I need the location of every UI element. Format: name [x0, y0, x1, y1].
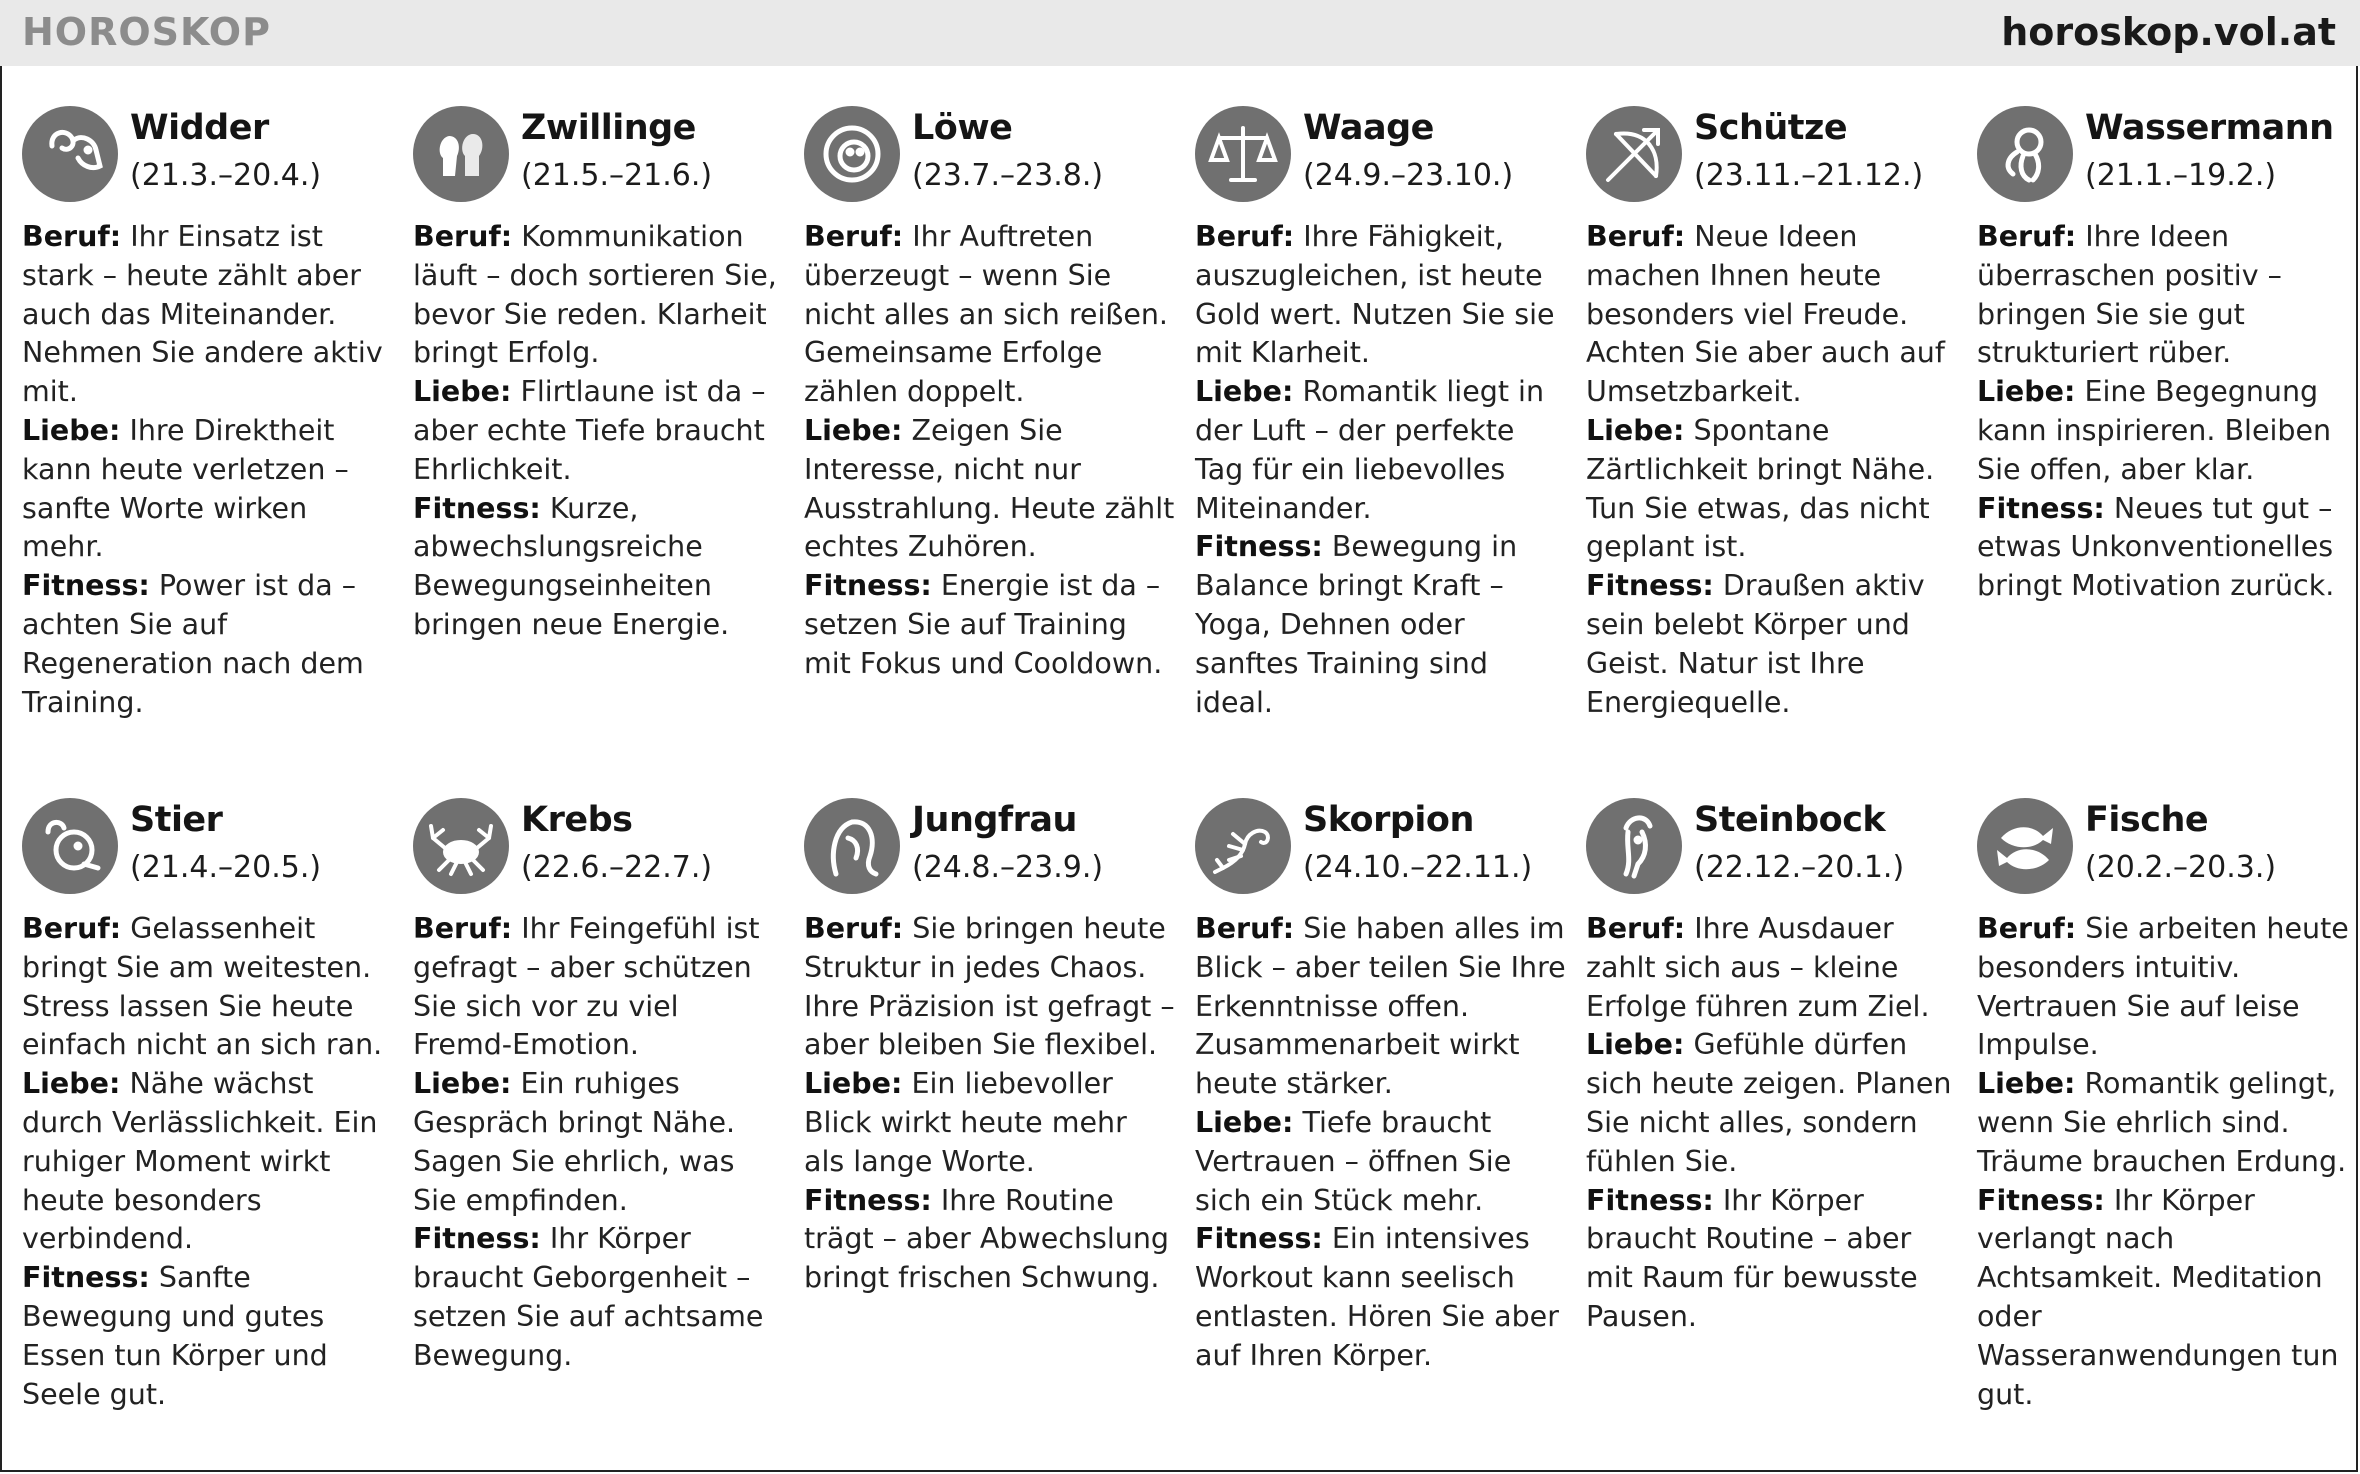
- sign-dates: (21.1.–19.2.): [2085, 158, 2277, 193]
- fitness-text: Power ist da – achten Sie auf Regeneration nach dem Training.: [22, 569, 364, 719]
- fitness-text: Sanfte Bewegung und gutes Essen tun Körper und Seele gut.: [22, 1261, 328, 1411]
- beruf-label: Beruf:: [1977, 912, 2077, 945]
- beruf-paragraph: [1195, 910, 1567, 1104]
- sign-name: Wassermann: [2085, 108, 2334, 148]
- beruf-text: Sie arbeiten heute besonders intuitiv. Vertrauen Sie auf leise Impulse.: [1977, 912, 2349, 1062]
- liebe-paragraph: [22, 1065, 394, 1259]
- fitness-paragraph: [1586, 1182, 1958, 1337]
- beruf-label: Beruf:: [413, 220, 513, 253]
- beruf-paragraph: [1977, 910, 2349, 1065]
- website-url[interactable]: horoskop.vol.at: [2001, 10, 2336, 54]
- sign-card-widder: [22, 106, 394, 722]
- beruf-text: Sie haben alles im Blick – aber teilen Sie Ihre Erkenntnisse offen. Zusammenarbeit wirkt heute stärker.: [1195, 912, 1566, 1101]
- liebe-label: Liebe:: [804, 413, 903, 447]
- sign-name: Waage: [1303, 108, 1434, 148]
- sign-name: Widder: [130, 108, 269, 148]
- fitness-label: Fitness:: [22, 1261, 150, 1295]
- beruf-text: Ihre Ideen überraschen positiv – bringen Sie sie gut strukturiert rüber.: [1977, 220, 2282, 370]
- sign-card-stier: [22, 798, 394, 1414]
- beruf-label: Beruf:: [1195, 220, 1295, 253]
- beruf-text: Gelassenheit bringt Sie am weitesten. Stress lassen Sie heute einfach nicht an sich ran.: [22, 912, 383, 1062]
- liebe-paragraph: [413, 373, 785, 489]
- fitness-label: Fitness:: [1195, 1222, 1323, 1256]
- beruf-paragraph: [22, 218, 394, 412]
- liebe-paragraph: [1195, 373, 1567, 528]
- scorpion-icon: [1195, 798, 1291, 894]
- goat-icon: [1586, 798, 1682, 894]
- fitness-paragraph: [804, 1182, 1176, 1298]
- fitness-label: Fitness:: [1586, 1183, 1714, 1217]
- sign-name: Schütze: [1694, 108, 1848, 148]
- fitness-label: Fitness:: [22, 569, 150, 603]
- scales-icon: [1195, 106, 1291, 202]
- sign-dates: (22.6.–22.7.): [521, 850, 713, 885]
- beruf-paragraph: [804, 910, 1176, 1065]
- bow-and-arrow-icon: [1586, 106, 1682, 202]
- liebe-label: Liebe:: [1195, 375, 1294, 409]
- fitness-paragraph: [1195, 1220, 1567, 1375]
- beruf-paragraph: [1586, 218, 1958, 412]
- fitness-text: Ihr Körper verlangt nach Achtsamkeit. Meditation oder Wasseranwendungen tun gut.: [1977, 1183, 2339, 1411]
- beruf-text: Sie bringen heute Struktur in jedes Chaos. Ihre Präzision ist gefragt – aber bleiben Sie flexibel.: [804, 912, 1175, 1062]
- liebe-label: Liebe:: [1195, 1105, 1294, 1139]
- water-bearer-icon: [1977, 106, 2073, 202]
- sign-name: Skorpion: [1303, 800, 1474, 840]
- fitness-label: Fitness:: [1586, 569, 1714, 603]
- fitness-paragraph: [413, 490, 785, 645]
- liebe-text: Spontane Zärtlichkeit bringt Nähe. Tun Sie etwas, das nicht geplant ist.: [1586, 413, 1935, 564]
- beruf-label: Beruf:: [1195, 912, 1295, 945]
- fitness-label: Fitness:: [1195, 530, 1323, 564]
- beruf-label: Beruf:: [804, 220, 904, 253]
- liebe-text: Ein liebevoller Blick wirkt heute mehr als lange Worte.: [804, 1067, 1127, 1178]
- beruf-text: Kommunikation läuft – doch sortieren Sie, bevor Sie reden. Klarheit bringt Erfolg.: [413, 220, 777, 370]
- sign-name: Jungfrau: [912, 800, 1077, 840]
- sign-dates: (23.7.–23.8.): [912, 158, 1104, 193]
- liebe-paragraph: [1195, 1104, 1567, 1220]
- liebe-paragraph: [22, 412, 394, 567]
- fish-icon: [1977, 798, 2073, 894]
- fitness-text: Ihr Körper braucht Routine – aber mit Raum für bewusste Pausen.: [1586, 1183, 1918, 1333]
- sign-dates: (24.9.–23.10.): [1303, 158, 1514, 193]
- liebe-paragraph: [1586, 1026, 1958, 1181]
- beruf-label: Beruf:: [22, 220, 122, 253]
- sign-card-fische: [1977, 798, 2349, 1414]
- fitness-text: Kurze, abwechslungsreiche Bewegungseinheiten bringen neue Energie.: [413, 491, 730, 641]
- liebe-text: Tiefe braucht Vertrauen – öffnen Sie sich ein Stück mehr.: [1195, 1105, 1512, 1217]
- sign-card-zwillinge: [413, 106, 785, 645]
- liebe-text: Romantik gelingt, wenn Sie ehrlich sind. Träume brauchen Erdung.: [1977, 1067, 2347, 1178]
- fitness-label: Fitness:: [413, 491, 541, 525]
- beruf-paragraph: [804, 218, 1176, 412]
- liebe-label: Liebe:: [22, 413, 121, 447]
- fitness-paragraph: [1586, 567, 1958, 722]
- liebe-paragraph: [1977, 1065, 2349, 1181]
- sign-card-schuetze: [1586, 106, 1958, 722]
- fitness-text: Ihre Routine trägt – aber Abwechslung bringt frischen Schwung.: [804, 1183, 1170, 1295]
- liebe-paragraph: [413, 1065, 785, 1220]
- sign-name: Steinbock: [1694, 800, 1886, 840]
- fitness-label: Fitness:: [1977, 491, 2105, 525]
- liebe-label: Liebe:: [1977, 1067, 2076, 1101]
- beruf-text: Ihre Fähigkeit, auszugleichen, ist heute Gold wert. Nutzen Sie sie mit Klarheit.: [1195, 220, 1555, 370]
- sign-card-loewe: [804, 106, 1176, 684]
- fitness-paragraph: [22, 567, 394, 722]
- fitness-label: Fitness:: [804, 569, 932, 603]
- liebe-text: Ihre Direktheit kann heute verletzen – sanfte Worte wirken mehr.: [22, 413, 349, 564]
- beruf-text: Ihre Ausdauer zahlt sich aus – kleine Erfolge führen zum Ziel.: [1586, 912, 1930, 1023]
- beruf-label: Beruf:: [1977, 220, 2077, 253]
- sign-card-waage: [1195, 106, 1567, 722]
- sign-name: Löwe: [912, 108, 1013, 148]
- fitness-label: Fitness:: [1977, 1183, 2105, 1217]
- fitness-text: Energie ist da – setzen Sie auf Training mit Fokus und Cooldown.: [804, 569, 1163, 680]
- beruf-label: Beruf:: [1586, 912, 1686, 945]
- liebe-label: Liebe:: [413, 375, 512, 409]
- liebe-label: Liebe:: [1977, 375, 2076, 409]
- liebe-label: Liebe:: [1586, 413, 1685, 447]
- liebe-text: Gefühle dürfen sich heute zeigen. Planen Sie nicht alles, sondern fühlen Sie.: [1586, 1028, 1952, 1178]
- liebe-paragraph: [1977, 373, 2349, 489]
- fitness-text: Bewegung in Balance bringt Kraft – Yoga, Dehnen oder sanftes Training sind ideal.: [1195, 530, 1518, 719]
- sign-dates: (22.12.–20.1.): [1694, 850, 1905, 885]
- ram-icon: [22, 106, 118, 202]
- sign-card-krebs: [413, 798, 785, 1376]
- beruf-text: Ihr Auftreten überzeugt – wenn Sie nicht alles an sich reißen. Gemeinsame Erfolge zählen doppelt.: [804, 220, 1168, 409]
- crab-icon: [413, 798, 509, 894]
- sign-dates: (21.4.–20.5.): [130, 850, 322, 885]
- sign-dates: (21.3.–20.4.): [130, 158, 322, 193]
- lion-icon: [804, 106, 900, 202]
- liebe-text: Romantik liegt in der Luft – der perfekte Tag für ein liebevolles Miteinander.: [1195, 375, 1545, 525]
- fitness-label: Fitness:: [804, 1183, 932, 1217]
- sign-name: Zwillinge: [521, 108, 696, 148]
- liebe-label: Liebe:: [804, 1067, 903, 1101]
- beruf-paragraph: [1977, 218, 2349, 373]
- sign-dates: (23.11.–21.12.): [1694, 158, 1924, 193]
- sign-card-jungfrau: [804, 798, 1176, 1298]
- fitness-text: Ein intensives Workout kann seelisch entlasten. Hören Sie aber auf Ihren Körper.: [1195, 1222, 1559, 1372]
- beruf-paragraph: [413, 910, 785, 1065]
- fitness-paragraph: [22, 1259, 394, 1414]
- liebe-text: Nähe wächst durch Verlässlichkeit. Ein ruhiger Moment wirkt heute besonders verbindend.: [22, 1067, 378, 1256]
- fitness-text: Ihr Körper braucht Geborgenheit – setzen Sie auf achtsame Bewegung.: [413, 1222, 764, 1372]
- fitness-text: Draußen aktiv sein belebt Körper und Geist. Natur ist Ihre Energiequelle.: [1586, 569, 1925, 719]
- liebe-paragraph: [804, 412, 1176, 567]
- sign-dates: (20.2.–20.3.): [2085, 850, 2277, 885]
- sign-name: Fische: [2085, 800, 2209, 840]
- sign-name: Stier: [130, 800, 223, 840]
- liebe-label: Liebe:: [1586, 1028, 1685, 1062]
- beruf-text: Ihr Feingefühl ist gefragt – aber schützen Sie sich vor zu viel Fremd-Emotion.: [413, 912, 760, 1062]
- beruf-paragraph: [413, 218, 785, 373]
- liebe-paragraph: [804, 1065, 1176, 1181]
- page-header: [0, 0, 2360, 66]
- beruf-label: Beruf:: [413, 912, 513, 945]
- beruf-label: Beruf:: [1586, 220, 1686, 253]
- sign-dates: (21.5.–21.6.): [521, 158, 713, 193]
- fitness-paragraph: [413, 1220, 785, 1375]
- virgin-icon: [804, 798, 900, 894]
- fitness-label: Fitness:: [413, 1222, 541, 1256]
- bull-icon: [22, 798, 118, 894]
- liebe-text: Flirtlaune ist da – aber echte Tiefe braucht Ehrlichkeit.: [413, 375, 766, 486]
- liebe-text: Eine Begegnung kann inspirieren. Bleiben Sie offen, aber klar.: [1977, 375, 2332, 486]
- fitness-paragraph: [1977, 1182, 2349, 1415]
- fitness-paragraph: [1977, 490, 2349, 606]
- beruf-text: Neue Ideen machen Ihnen heute besonders viel Freude. Achten Sie aber auch auf Umsetzbarkeit.: [1586, 220, 1945, 409]
- beruf-label: Beruf:: [22, 912, 122, 945]
- section-title: HOROSKOP: [22, 10, 271, 54]
- fitness-paragraph: [1195, 528, 1567, 722]
- liebe-text: Ein ruhiges Gespräch bringt Nähe. Sagen Sie ehrlich, was Sie empfinden.: [413, 1067, 736, 1217]
- sign-dates: (24.10.–22.11.): [1303, 850, 1533, 885]
- sign-card-wassermann: [1977, 106, 2349, 606]
- beruf-paragraph: [1195, 218, 1567, 373]
- liebe-label: Liebe:: [22, 1067, 121, 1101]
- sign-name: Krebs: [521, 800, 633, 840]
- beruf-paragraph: [1586, 910, 1958, 1026]
- beruf-paragraph: [22, 910, 394, 1065]
- sign-dates: (24.8.–23.9.): [912, 850, 1104, 885]
- fitness-paragraph: [804, 567, 1176, 683]
- liebe-paragraph: [1586, 412, 1958, 567]
- fitness-text: Neues tut gut – etwas Unkonventionelles bringt Motivation zurück.: [1977, 491, 2335, 603]
- beruf-text: Ihr Einsatz ist stark – heute zählt aber auch das Miteinander. Nehmen Sie andere aktiv mit.: [22, 220, 383, 409]
- sign-card-steinbock: [1586, 798, 1958, 1337]
- liebe-label: Liebe:: [413, 1067, 512, 1101]
- sign-card-skorpion: [1195, 798, 1567, 1376]
- liebe-text: Zeigen Sie Interesse, nicht nur Ausstrahlung. Heute zählt echtes Zuhören.: [804, 413, 1175, 564]
- beruf-label: Beruf:: [804, 912, 904, 945]
- twins-icon: [413, 106, 509, 202]
